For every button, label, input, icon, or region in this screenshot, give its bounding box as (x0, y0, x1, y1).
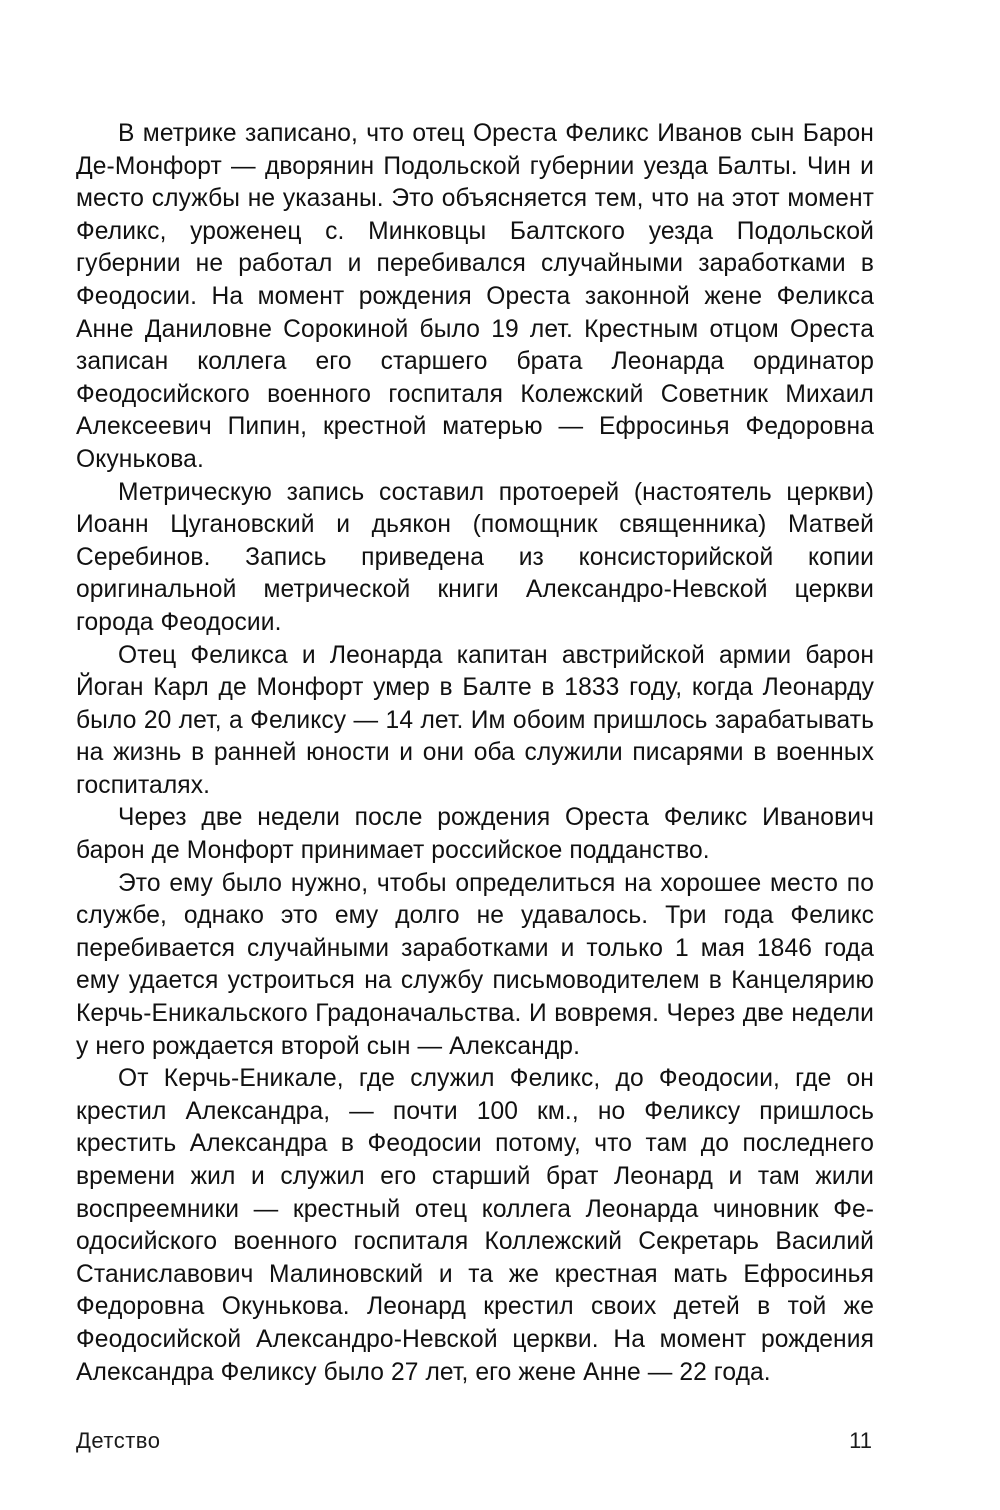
paragraph-6: От Керчь-Еникале, где служил Феликс, до Феодосии, где он крестил Александра, — почти 100 км., но Феликсу пришлось крестить Александра в Феодосии потому, что там до последнего времени жил и служил его старший брат Леонард и там жили воспреемники — крестный отец коллега Леонарда чиновник Феодосийского военного госпиталя Коллежский Секретарь Василий Станиславович Малиновский и та же крестная мать Ефросинья Федоровна Окунькова. Леонард крестил своих детей в той же Феодосийской Александро-Невской церкви. На момент рождения Александра Феликсу было 27 лет, его жене Анне — 22 года. (76, 1065, 874, 1386)
paragraph-2: Метрическую запись составил протоерей (настоятель церкви) Иоанн Цугановский и дьякон (помощник священника) Матвей Серебинов. Запись приведена из консисторийской копии оригинальной метрической книги Александро-Невской церкви города Феодосии. (76, 478, 874, 636)
paragraph-3: Отец Феликса и Леонарда капитан австрийской армии барон Йоган Карл де Монфорт умер в Балте в 1833 году, когда Леонарду было 20 лет, а Феликсу — 14 лет. Им обоим пришлось зарабатывать на жизнь в ранней юности и они оба служили писарями в военных госпиталях. (76, 641, 874, 799)
paragraph-5: Это ему было нужно, чтобы определиться на хорошее место по службе, однако это ему долго не удавалось. Три года Феликс перебивается случайными заработками и только 1 мая 1846 года ему удается устроиться на службу письмоводителем в Канцелярию Керчь-Еникальского Градоначальства. И вовремя. Через две недели у него рождается второй сын — Александр. (76, 869, 874, 1060)
paragraph-4: Через две недели после рождения Ореста Феликс Иванович барон де Монфорт принимает российское подданство. (76, 804, 874, 865)
chapter-title: Детство (76, 1428, 161, 1453)
running-footer (76, 1426, 874, 1456)
page-body (76, 118, 874, 1389)
page-number: 11 (849, 1428, 872, 1453)
paragraph-1: В метрике записано, что отец Ореста Феликс Иванов сын Барон Де-Монфорт — дворянин Подольской губернии уезда Балты. Чин и место службы не указаны. Это объясняется тем, что на этот момент Феликс, уроженец с. Минковцы Балтского уезда Подольской губернии не работал и перебивался случайными заработками в Феодосии. На момент рождения Ореста законной жене Феликса Анне Даниловне Сорокиной было 19 лет. Крестным отцом Ореста записан коллега его старшего брата Леонарда ординатор Феодосийского военного госпиталя Колежский Советник Михаил Алексеевич Пипин, крестной матерью — Ефросинья Федоровна Окунькова. (76, 120, 874, 473)
